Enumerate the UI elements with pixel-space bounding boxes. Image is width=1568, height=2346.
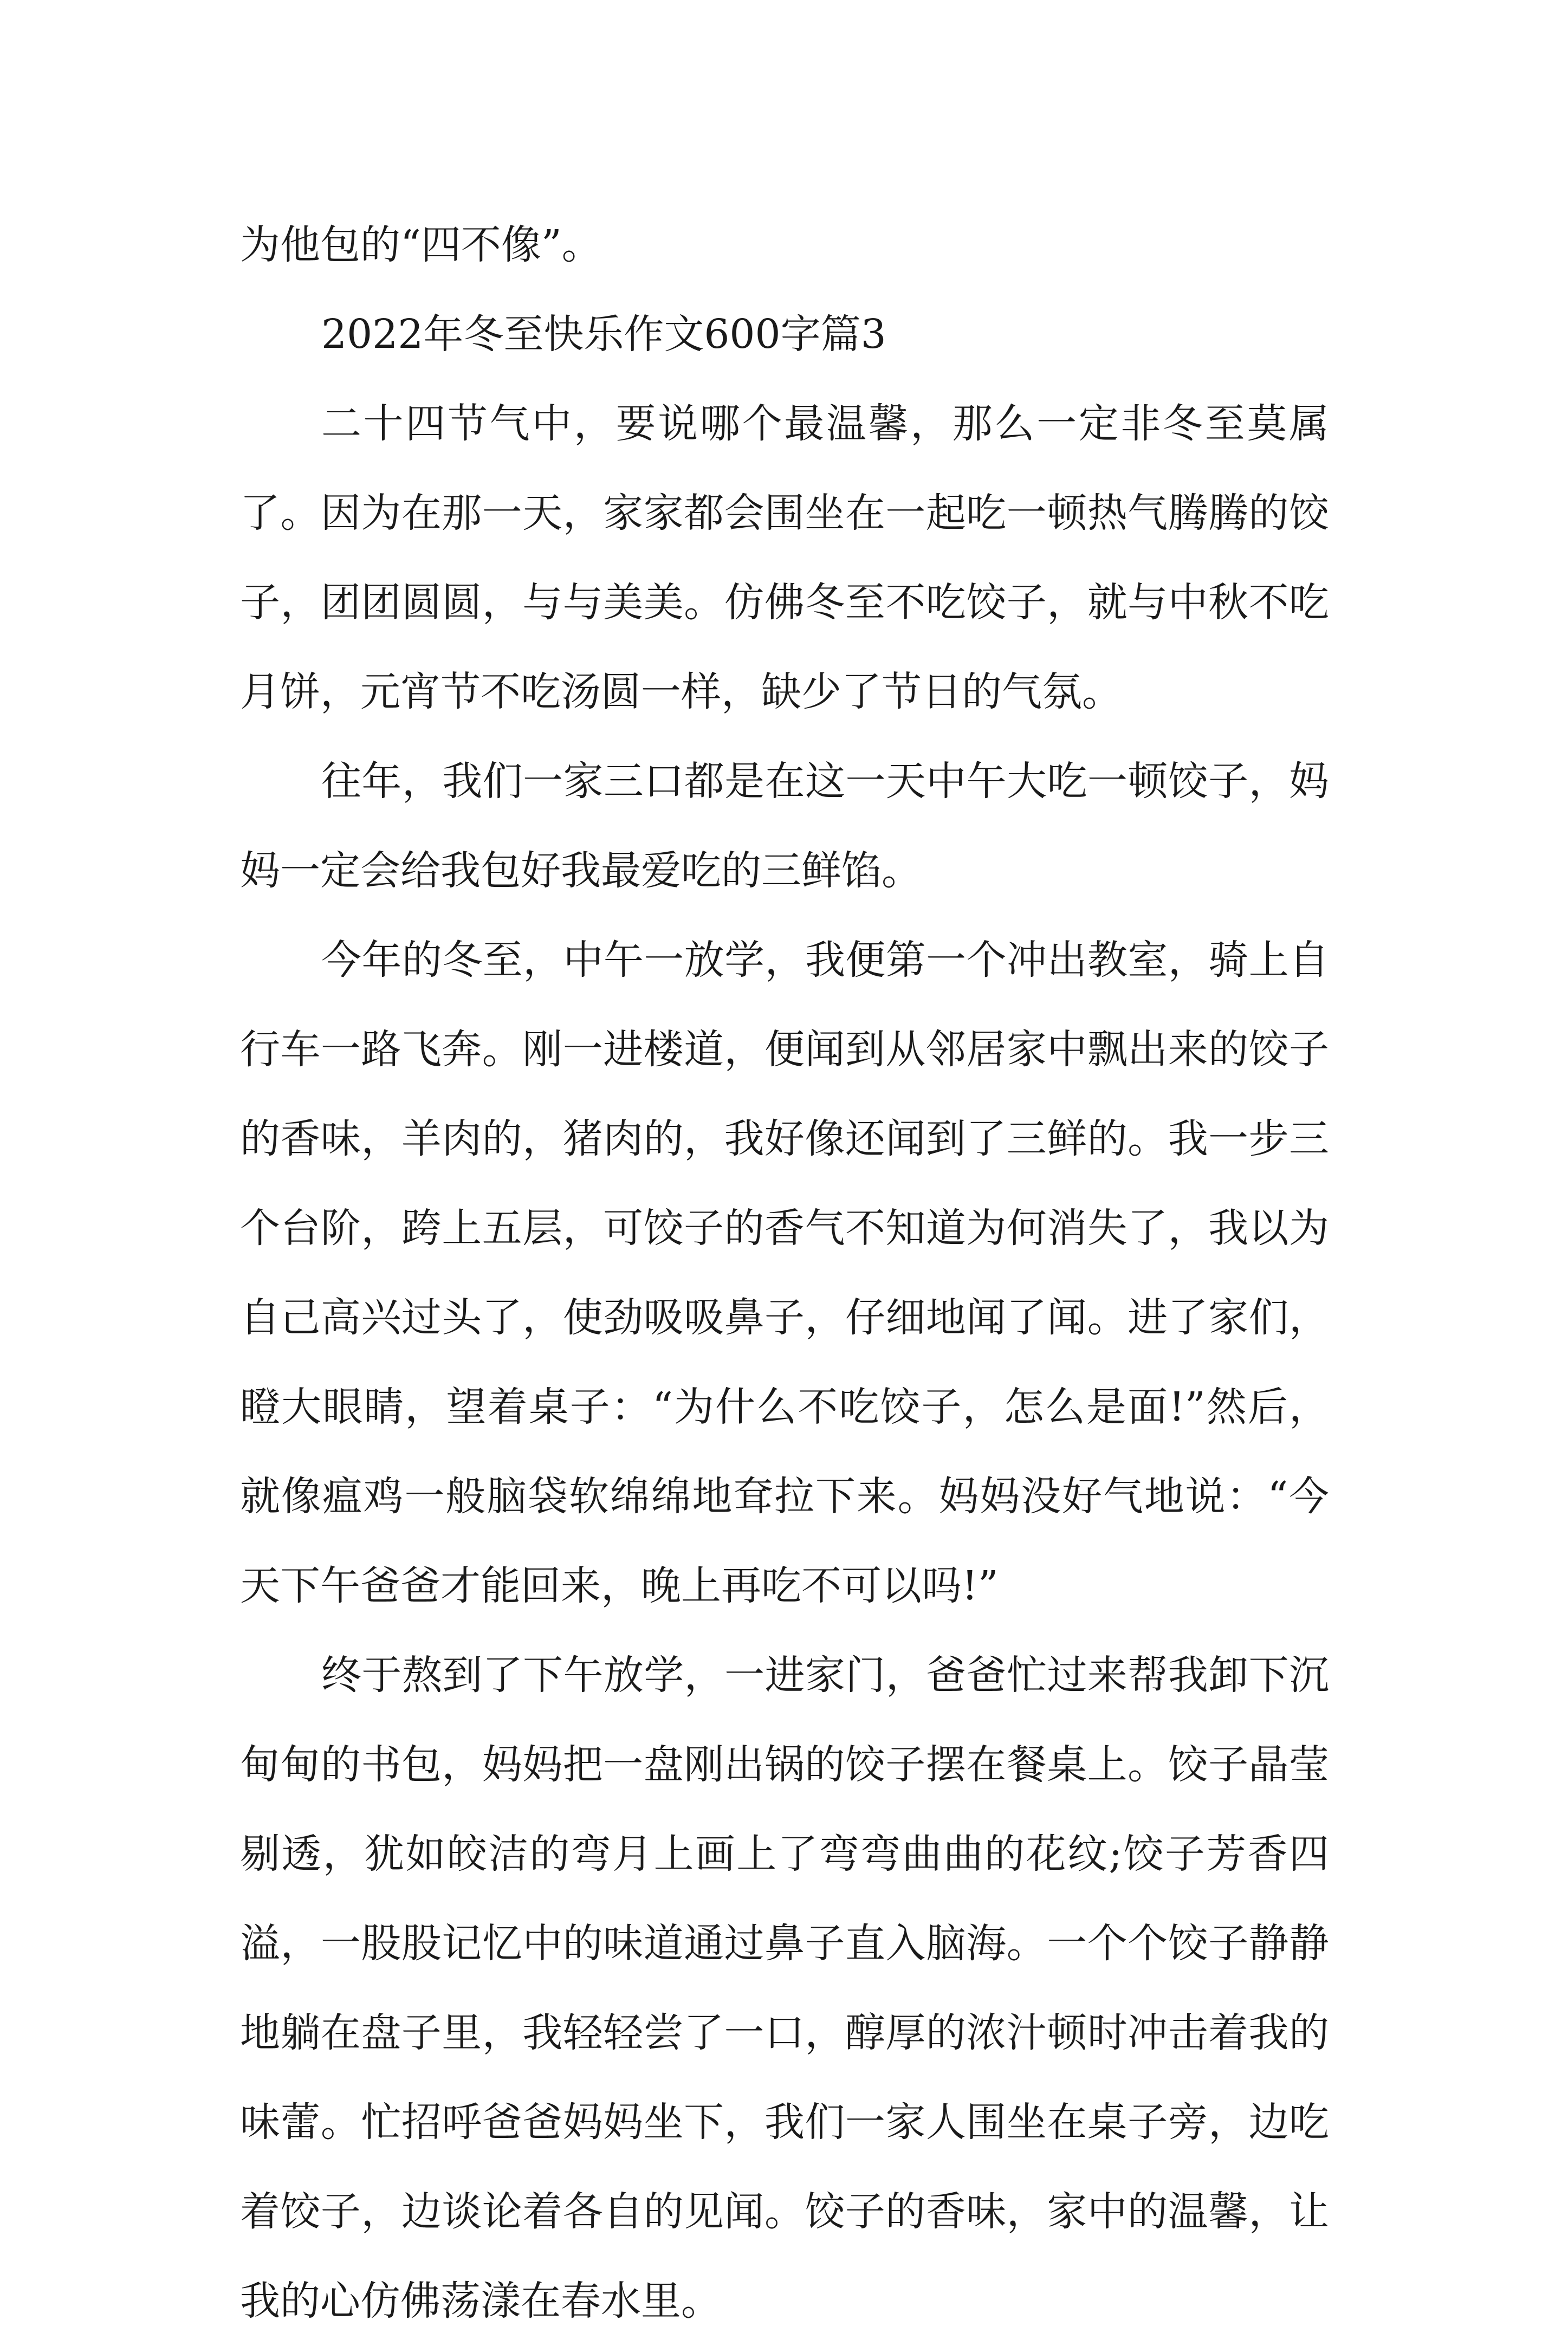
paragraph-2: 往年，我们一家三口都是在这一天中午大吃一顿饺子，妈妈一定会给我包好我最爱吃的三鲜馅。	[240, 758, 1329, 894]
paragraph-continuation: 为他包的“四不像”。	[240, 222, 602, 268]
paragraph-3: 今年的冬至，中午一放学，我便第一个冲出教室，骑上自行车一路飞奔。刚一进楼道，便闻到从邻居家中飘出来的饺子的香味，羊肉的，猪肉的，我好像还闻到了三鲜的。我一步三个台阶，跨上五层，可饺子的香气不知道为何消失了，我以为自己高兴过头了，使劲吸吸鼻子，仔细地闻了闻。进了家们，瞪大眼睛，望着桌子：“为什么不吃饺子，怎么是面!”然后，就像瘟鸡一般脑袋软绵绵地耷拉下来。妈妈没好气地说：“今天下午爸爸才能回来，晚上再吃不可以吗!”	[240, 937, 1329, 1609]
essay-title: 2022年冬至快乐作文600字篇3	[321, 311, 886, 358]
essay-body	[240, 200, 1329, 2346]
paragraph-4: 终于熬到了下午放学，一进家门，爸爸忙过来帮我卸下沉甸甸的书包，妈妈把一盘刚出锅的饺子摆在餐桌上。饺子晶莹剔透，犹如皎洁的弯月上画上了弯弯曲曲的花纹;饺子芳香四溢，一股股记忆中的味道通过鼻子直入脑海。一个个饺子静静地躺在盘子里，我轻轻尝了一口，醇厚的浓汁顿时冲击着我的味蕾。忙招呼爸爸妈妈坐下，我们一家人围坐在桌子旁，边吃着饺子，边谈论着各自的见闻。饺子的香味，家中的温馨，让我的心仿佛荡漾在春水里。	[240, 1652, 1329, 2324]
paragraph-1: 二十四节气中，要说哪个最温馨，那么一定非冬至莫属了。因为在那一天，家家都会围坐在一起吃一顿热气腾腾的饺子，团团圆圆，与与美美。仿佛冬至不吃饺子，就与中秋不吃月饼，元宵节不吃汤圆一样，缺少了节日的气氛。	[240, 400, 1329, 715]
